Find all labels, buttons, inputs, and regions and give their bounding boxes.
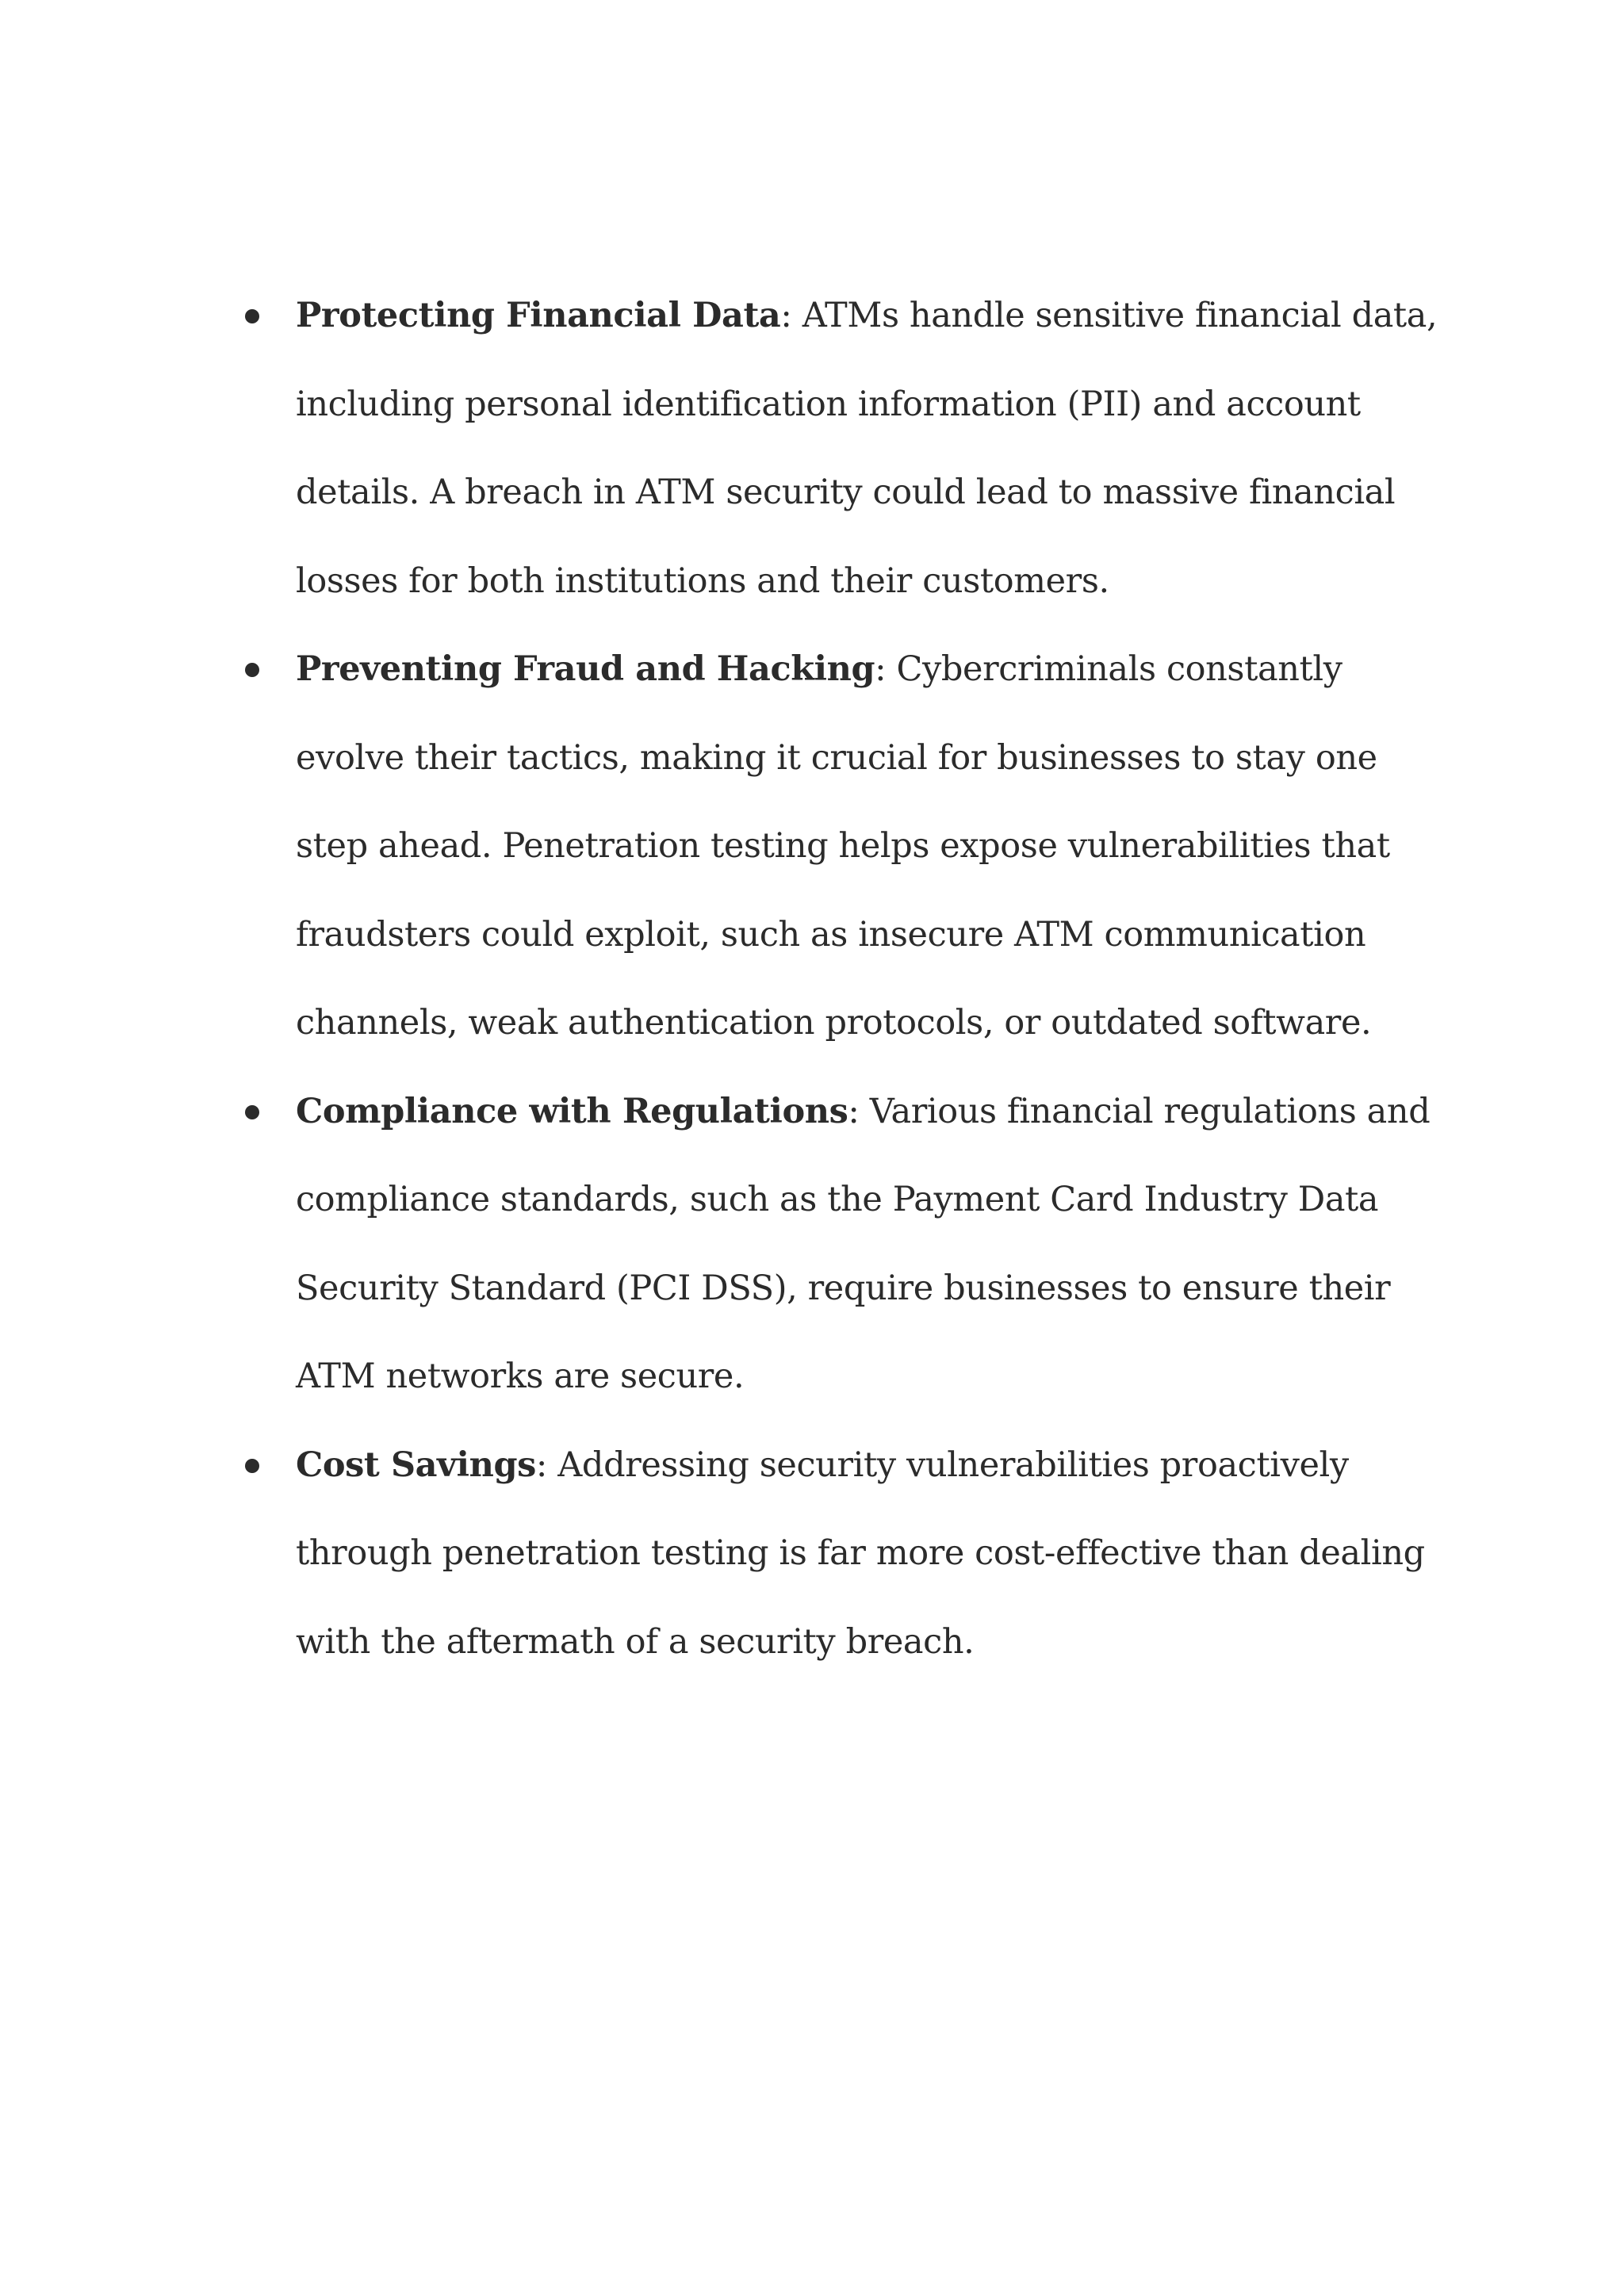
bullet-separator: : bbox=[848, 1091, 860, 1131]
bullet-text: Addressing security vulnerabilities proactively through penetration testing is far more cost-effective than dealing with the aftermath of a security breach. bbox=[296, 1445, 1425, 1662]
bullet-text: Various financial regulations and compliance standards, such as the Payment Card Industry Data Security Standard (PCI DSS), require businesses to ensure their ATM networks are secure. bbox=[296, 1091, 1431, 1396]
bullet-item-protecting-financial-data bbox=[238, 272, 1443, 626]
bullet-term: Compliance with Regulations bbox=[296, 1091, 848, 1131]
bullet-term: Protecting Financial Data bbox=[296, 296, 781, 335]
bullet-term: Cost Savings bbox=[296, 1445, 536, 1485]
bullet-term: Preventing Fraud and Hacking bbox=[296, 649, 875, 689]
bullet-list bbox=[238, 272, 1443, 1686]
bullet-icon bbox=[245, 663, 259, 677]
bullet-icon bbox=[245, 1105, 259, 1119]
bullet-text: ATMs handle sensitive financial data, including personal identification information (PII) and account details. A breach in ATM security could lead to massive financial losses for both institutions and their customers. bbox=[296, 296, 1438, 601]
bullet-item-cost-savings bbox=[238, 1422, 1443, 1687]
bullet-text: Cybercriminals constantly evolve their tactics, making it crucial for businesses to stay one step ahead. Penetration testing helps expose vulnerabilities that fraudsters could exploit, such as insecure ATM communication channels, weak authentication protocols, or outdated software. bbox=[296, 649, 1390, 1043]
bullet-item-compliance bbox=[238, 1068, 1443, 1422]
bullet-icon bbox=[245, 1459, 259, 1473]
bullet-item-preventing-fraud bbox=[238, 626, 1443, 1068]
bullet-separator: : bbox=[875, 649, 887, 689]
bullet-separator: : bbox=[780, 296, 792, 335]
bullet-separator: : bbox=[535, 1445, 548, 1485]
bullet-icon bbox=[245, 309, 259, 323]
